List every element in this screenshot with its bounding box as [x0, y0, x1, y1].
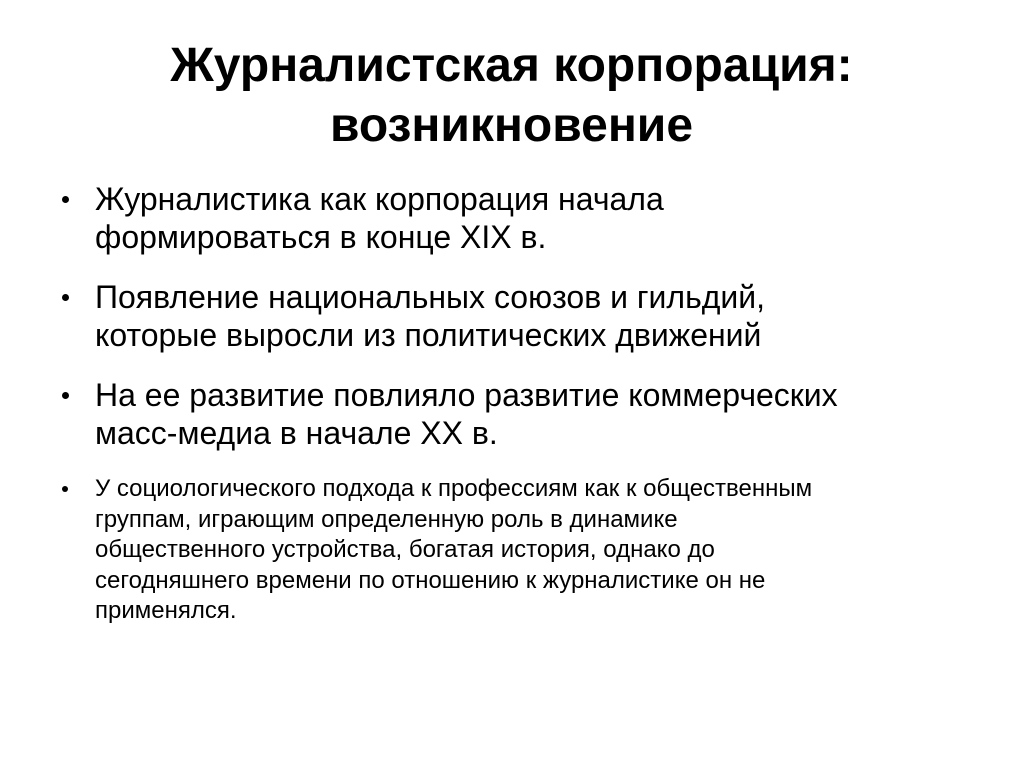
title-line-2: возникновение	[329, 99, 694, 152]
bullet-4-line-1: У социологического подхода к профессиям как к общественным	[95, 475, 813, 502]
bullet-4-line-3: общественного устройства, богатая история, однако до	[95, 536, 715, 563]
bullet-2-line-1: Появление национальных союзов и гильдий,	[95, 279, 766, 315]
bullet-2-line-2: которые выросли из политических движений	[95, 317, 762, 353]
bullet-dot-icon	[62, 486, 68, 492]
bullet-4-line-4: сегодняшнего времени по отношению к журналистике он не	[95, 566, 766, 594]
bullet-4-line-2: группам, играющим определенную роль в динамике	[95, 505, 678, 533]
slide-title	[40, 36, 983, 156]
bullet-dot-icon	[62, 392, 69, 399]
bullet-item-4	[62, 474, 982, 627]
bullet-4-line-5: применялся.	[95, 597, 237, 624]
bullet-item-1	[62, 180, 982, 256]
bullet-1-line-1: Журналистика как корпорация начала	[95, 181, 664, 217]
bullet-item-2	[62, 278, 982, 354]
bullet-item-3	[62, 376, 982, 452]
bullet-dot-icon	[62, 196, 69, 203]
title-line-1: Журналистская корпорация:	[170, 39, 853, 92]
bullet-1-line-2: формироваться в конце XIX в.	[95, 219, 547, 255]
bullet-3-line-2: масс-медиа в начале XX в.	[95, 415, 498, 451]
bullet-3-line-1: На ее развитие повлияло развитие коммерческих	[95, 377, 838, 413]
bullet-dot-icon	[62, 294, 69, 301]
bullet-list	[62, 180, 982, 627]
